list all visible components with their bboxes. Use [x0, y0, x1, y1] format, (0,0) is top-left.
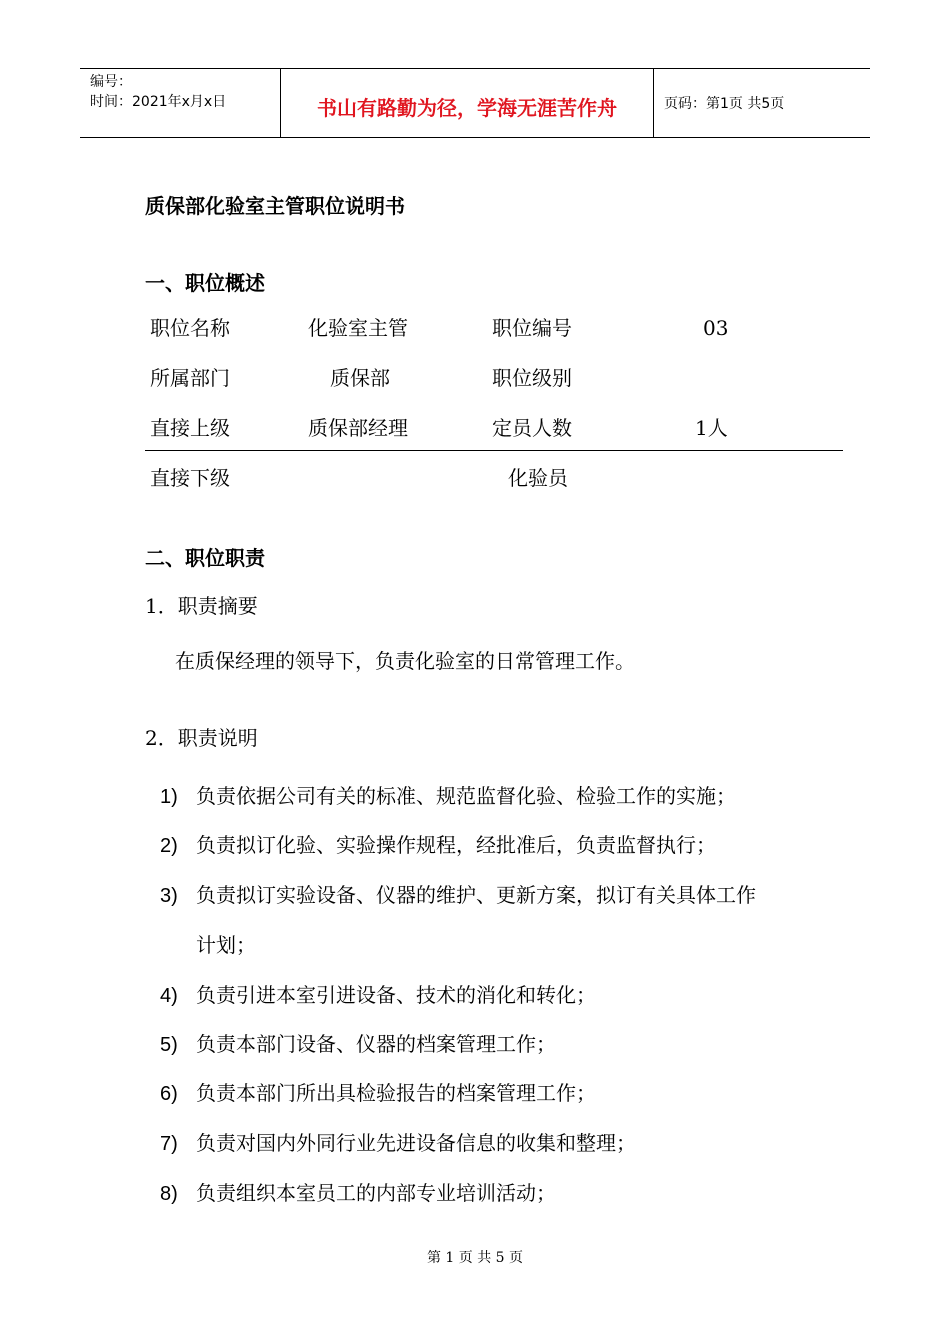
- header-left-cell: [80, 69, 281, 137]
- overview-value: 1人: [695, 416, 728, 440]
- duty-item: [160, 1177, 556, 1206]
- duty-item-number: 7): [160, 1133, 178, 1155]
- duty-item-text: 负责拟订实验设备、仪器的维护、更新方案，拟订有关具体工作: [196, 883, 756, 907]
- header-right-cell: [654, 69, 870, 137]
- duty-item-number: 6): [160, 1083, 178, 1105]
- overview-label: 直接上级: [150, 416, 230, 440]
- document-title: 质保部化验室主管职位说明书: [145, 194, 405, 218]
- page-footer: 第 1 页 共 5 页: [426, 1250, 524, 1266]
- page-header: [80, 68, 870, 138]
- overview-value: 质保部经理: [308, 416, 408, 440]
- overview-value: 化验室主管: [308, 316, 408, 340]
- duty-summary-text: 在质保经理的领导下，负责化验室的日常管理工作。: [175, 649, 635, 673]
- duty-item-number: 5): [160, 1034, 178, 1056]
- overview-label: 定员人数: [492, 416, 572, 440]
- overview-label: 职位名称: [150, 316, 230, 340]
- overview-label: 所属部门: [150, 366, 230, 390]
- duty-item-text: 负责本部门设备、仪器的档案管理工作；: [196, 1032, 556, 1056]
- duty-detail-label: 2．职责说明: [145, 726, 258, 750]
- duty-item-continuation: 计划；: [196, 933, 256, 957]
- duty-item-text: 负责依据公司有关的标准、规范监督化验、检验工作的实施；: [196, 784, 736, 808]
- subordinate-label: 直接下级: [150, 466, 230, 490]
- duty-item: [160, 1028, 556, 1057]
- overview-label: 职位编号: [492, 316, 572, 340]
- duty-item: [160, 1077, 596, 1106]
- duty-item-text: 负责对国内外同行业先进设备信息的收集和整理；: [196, 1131, 636, 1155]
- duty-item-number: 8): [160, 1183, 178, 1205]
- section-heading-duties: 二、职位职责: [145, 546, 265, 570]
- motto: 书山有路勤为径，学海无涯苦作舟: [317, 96, 617, 120]
- duty-summary-label: 1．职责摘要: [145, 594, 258, 618]
- duty-item-number: 1): [160, 786, 178, 808]
- duty-item: [160, 1127, 636, 1156]
- overview-value: 03: [703, 316, 729, 340]
- duty-item-text: 负责本部门所出具检验报告的档案管理工作；: [196, 1081, 596, 1105]
- section-heading-overview: 一、职位概述: [145, 271, 265, 295]
- overview-label: 职位级别: [492, 366, 572, 390]
- duty-item-text: 负责引进本室引进设备、技术的消化和转化；: [196, 983, 596, 1007]
- page-info: 页码：第1页 共5页: [664, 96, 785, 112]
- duty-item: [160, 780, 736, 809]
- duty-item-number: 4): [160, 985, 178, 1007]
- duty-item-number: 3): [160, 885, 178, 907]
- duty-item-number: 2): [160, 835, 178, 857]
- duty-item: [160, 829, 716, 858]
- duty-item: [160, 879, 756, 908]
- number-label: 编号：: [90, 74, 132, 90]
- subordinate-value: 化验员: [508, 466, 568, 490]
- duty-item-text: 负责拟订化验、实验操作规程，经批准后，负责监督执行；: [196, 833, 716, 857]
- table-divider: [145, 450, 843, 451]
- overview-value: 质保部: [330, 366, 390, 390]
- duty-item-text: 负责组织本室员工的内部专业培训活动；: [196, 1181, 556, 1205]
- time-label: 时间：2021年x月x日: [90, 94, 227, 110]
- duty-item: [160, 979, 596, 1008]
- header-middle-cell: [281, 69, 654, 137]
